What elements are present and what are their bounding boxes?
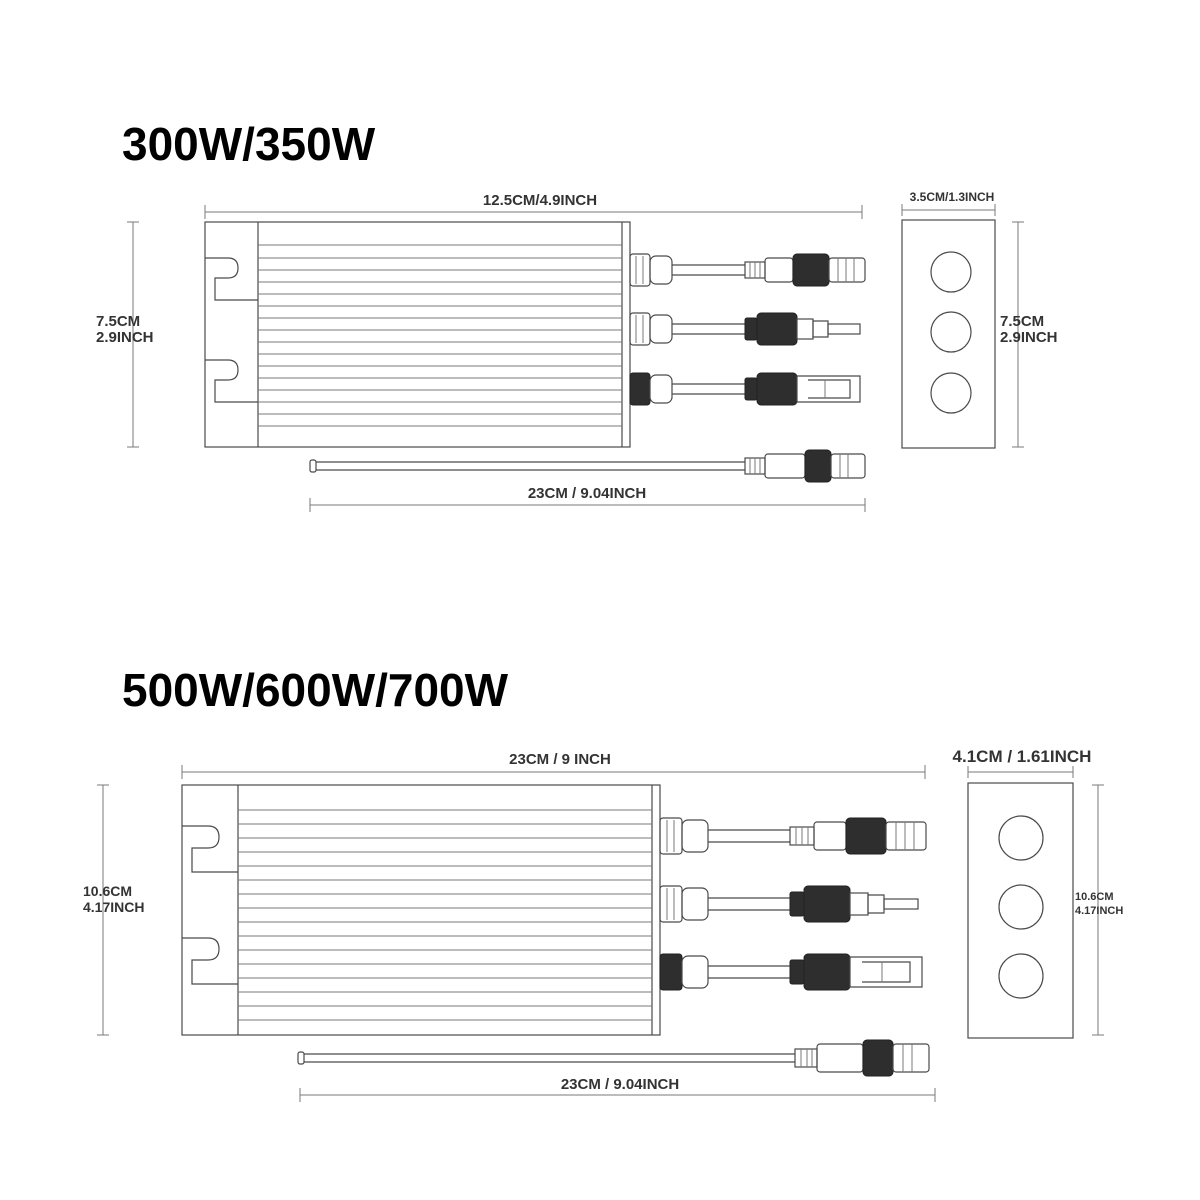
bottom-side-height-cm: 10.6CM — [1075, 891, 1114, 903]
top-length-dimension — [205, 192, 862, 219]
bottom-cable-gland-1 — [660, 818, 708, 854]
bottom-length-label: 23CM / 9 INCH — [509, 751, 611, 768]
bottom-side-height-inch: 4.17INCH — [1075, 905, 1124, 917]
bottom-height-dimension — [83, 785, 144, 1035]
top-height-inch: 2.9INCH — [96, 329, 154, 346]
top-ac-cable — [310, 450, 865, 482]
top-variant — [96, 118, 1058, 512]
top-inverter-body — [205, 222, 630, 447]
bottom-title: 500W/600W/700W — [122, 664, 509, 716]
top-cable-gland-2 — [630, 313, 672, 345]
bottom-length-dimension — [182, 751, 925, 779]
bottom-inverter-body — [182, 785, 660, 1035]
bottom-height-inch: 4.17INCH — [83, 899, 145, 915]
top-length-label: 12.5CM/4.9INCH — [482, 192, 598, 209]
top-title: 300W/350W — [122, 118, 376, 170]
bottom-cable-gland-3 — [660, 954, 708, 990]
bottom-pv-connector-male — [790, 886, 918, 922]
top-height-cm: 7.5CM — [96, 313, 141, 330]
top-side-width-label: 3.5CM/1.3INCH — [909, 190, 995, 204]
top-cable-gland-1 — [630, 254, 672, 286]
bottom-side-view — [953, 747, 1124, 1038]
top-cable-label: 23CM / 9.04INCH — [527, 485, 647, 502]
top-cable-gland-3 — [630, 373, 672, 405]
bottom-cable-dimension — [300, 1076, 935, 1102]
bottom-cable-gland-2 — [660, 886, 708, 922]
bottom-height-cm: 10.6CM — [83, 883, 133, 899]
top-side-height-inch: 2.9INCH — [1000, 329, 1058, 346]
bottom-ac-cable — [298, 1040, 929, 1076]
top-height-dimension — [96, 222, 154, 447]
top-cable-dimension — [310, 485, 865, 512]
top-heat-fins — [258, 245, 622, 426]
bottom-round-connector — [790, 818, 926, 854]
top-pv-connector-male — [745, 313, 860, 345]
bottom-side-width-label: 4.1CM / 1.61INCH — [952, 747, 1092, 766]
bottom-heat-fins — [238, 810, 652, 1020]
top-round-connector — [745, 254, 865, 286]
top-side-view — [902, 190, 1058, 448]
top-pv-connector-female — [745, 373, 860, 405]
top-side-height-cm: 7.5CM — [1000, 313, 1045, 330]
bottom-variant — [83, 664, 1123, 1102]
bottom-pv-connector-female — [790, 954, 922, 990]
bottom-cable-label: 23CM / 9.04INCH — [560, 1076, 680, 1093]
